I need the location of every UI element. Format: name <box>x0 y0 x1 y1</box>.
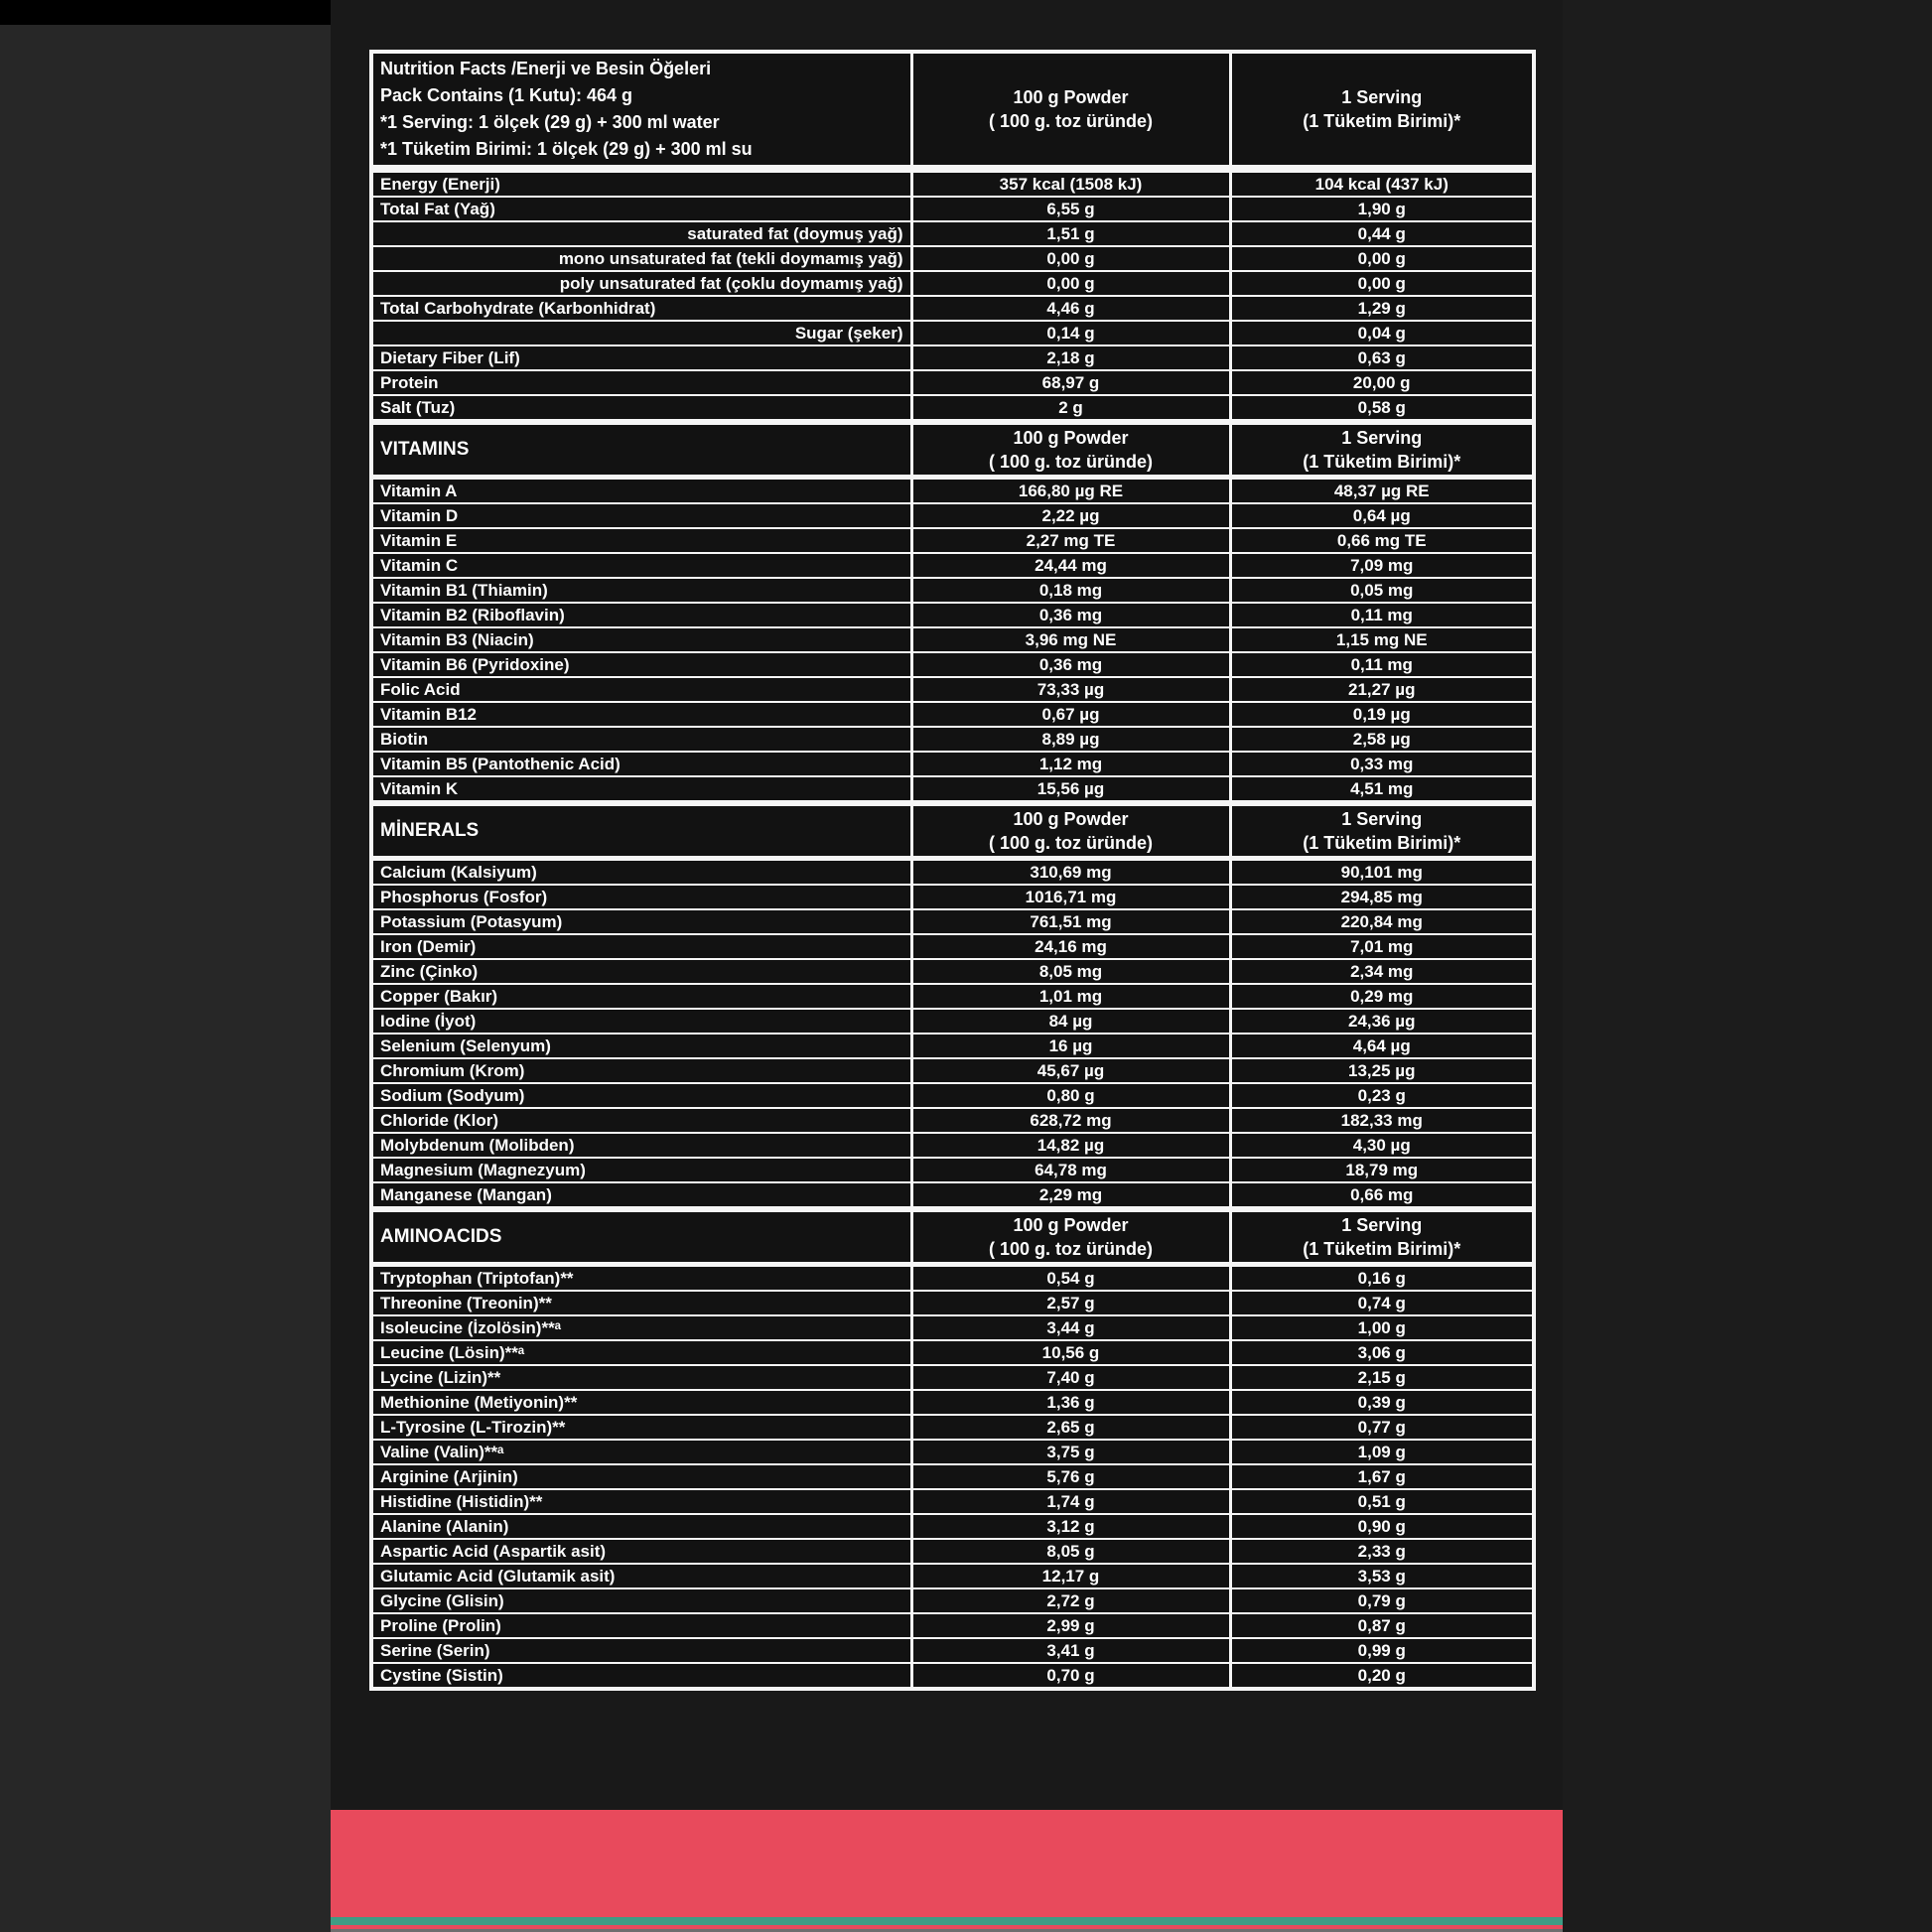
value-per-serving: 0,66 mg TE <box>1230 528 1534 553</box>
value-per-100g: 0,14 g <box>911 321 1230 345</box>
value-per-serving: 0,11 mg <box>1230 652 1534 677</box>
value-per-100g: 16 µg <box>911 1034 1230 1058</box>
nutrient-label: Potassium (Potasyum) <box>371 909 911 934</box>
header-line: 1 Serving <box>1341 428 1423 448</box>
nutrient-label: Lycine (Lizin)** <box>371 1365 911 1390</box>
nutrient-label: poly unsaturated fat (çoklu doymamış yağ) <box>371 271 911 296</box>
table-row <box>371 909 1534 934</box>
value-per-100g: 0,67 µg <box>911 702 1230 727</box>
nutrient-label: Vitamin B1 (Thiamin) <box>371 578 911 603</box>
nutrient-label: Vitamin B2 (Riboflavin) <box>371 603 911 627</box>
value-per-serving: 2,34 mg <box>1230 959 1534 984</box>
nutrient-label: Vitamin K <box>371 776 911 803</box>
table-row <box>371 246 1534 271</box>
value-per-100g: 628,72 mg <box>911 1108 1230 1133</box>
nutrient-label: Vitamin B12 <box>371 702 911 727</box>
table-row <box>371 652 1534 677</box>
table-row <box>371 1340 1534 1365</box>
value-per-serving: 20,00 g <box>1230 370 1534 395</box>
value-per-100g: 2,29 mg <box>911 1182 1230 1209</box>
nutrient-label: Tryptophan (Triptofan)** <box>371 1265 911 1292</box>
nutrient-label: Chromium (Krom) <box>371 1058 911 1083</box>
value-per-serving: 0,87 g <box>1230 1613 1534 1638</box>
value-per-100g: 3,96 mg NE <box>911 627 1230 652</box>
value-per-100g: 1,51 g <box>911 221 1230 246</box>
nutrient-label: Salt (Tuz) <box>371 395 911 422</box>
nutrient-label: Glutamic Acid (Glutamik asit) <box>371 1564 911 1588</box>
nutrient-label: Proline (Prolin) <box>371 1613 911 1638</box>
value-per-100g: 45,67 µg <box>911 1058 1230 1083</box>
value-per-serving: 3,53 g <box>1230 1564 1534 1588</box>
value-per-100g: 2,65 g <box>911 1415 1230 1440</box>
nutrient-label: Glycine (Glisin) <box>371 1588 911 1613</box>
header-line: 100 g Powder <box>1013 1215 1129 1235</box>
value-per-100g: 1016,71 mg <box>911 885 1230 909</box>
value-per-serving: 4,30 µg <box>1230 1133 1534 1158</box>
value-per-serving: 0,20 g <box>1230 1663 1534 1689</box>
value-per-100g: 2,57 g <box>911 1291 1230 1315</box>
table-row <box>371 1564 1534 1588</box>
table-row <box>371 1489 1534 1514</box>
value-per-100g: 0,00 g <box>911 271 1230 296</box>
value-per-100g: 12,17 g <box>911 1564 1230 1588</box>
header-line: ( 100 g. toz üründe) <box>988 833 1153 853</box>
header-line: (1 Tüketim Birimi)* <box>1303 1239 1461 1259</box>
table-row <box>371 1539 1534 1564</box>
table-row <box>371 578 1534 603</box>
value-per-serving: 7,01 mg <box>1230 934 1534 959</box>
value-per-100g: 1,01 mg <box>911 984 1230 1009</box>
table-row <box>371 984 1534 1009</box>
value-per-100g: 24,44 mg <box>911 553 1230 578</box>
nutrient-label: Alanine (Alanin) <box>371 1514 911 1539</box>
value-per-serving: 4,64 µg <box>1230 1034 1534 1058</box>
value-per-serving: 0,00 g <box>1230 246 1534 271</box>
value-per-100g: 3,75 g <box>911 1440 1230 1464</box>
table-row <box>371 1133 1534 1158</box>
left-margin-strip <box>0 0 331 1932</box>
table-row <box>371 1058 1534 1083</box>
table-row <box>371 1514 1534 1539</box>
header-line: ( 100 g. toz üründe) <box>988 452 1153 472</box>
value-per-100g: 15,56 µg <box>911 776 1230 803</box>
table-row <box>371 503 1534 528</box>
value-per-100g: 24,16 mg <box>911 934 1230 959</box>
value-per-serving: 0,00 g <box>1230 271 1534 296</box>
nutrient-label: Total Fat (Yağ) <box>371 197 911 221</box>
nutrient-label: Isoleucine (İzolösin)**ᵃ <box>371 1315 911 1340</box>
nutrient-label: Calcium (Kalsiyum) <box>371 859 911 886</box>
header-line: Nutrition Facts /Enerji ve Besin Öğeleri <box>380 59 712 78</box>
table-row <box>371 345 1534 370</box>
nutrient-label: Total Carbohydrate (Karbonhidrat) <box>371 296 911 321</box>
table-row <box>371 1415 1534 1440</box>
value-per-100g: 2 g <box>911 395 1230 422</box>
table-row <box>371 1291 1534 1315</box>
value-per-100g: 5,76 g <box>911 1464 1230 1489</box>
accent-teal-stripe <box>331 1917 1563 1925</box>
value-per-serving: 0,79 g <box>1230 1588 1534 1613</box>
col-header-serving <box>1230 422 1534 478</box>
header-line: 100 g Powder <box>1013 87 1129 107</box>
table-row <box>371 603 1534 627</box>
section-title-cell: AMINOACIDS <box>371 1209 911 1265</box>
col-header-serving <box>1230 52 1534 169</box>
nutrient-label: Vitamin D <box>371 503 911 528</box>
col-header-serving <box>1230 803 1534 859</box>
table-row <box>371 859 1534 886</box>
table-row <box>371 395 1534 422</box>
value-per-100g: 2,72 g <box>911 1588 1230 1613</box>
col-header-100g <box>911 52 1230 169</box>
value-per-serving: 18,79 mg <box>1230 1158 1534 1182</box>
value-per-100g: 4,46 g <box>911 296 1230 321</box>
value-per-100g: 761,51 mg <box>911 909 1230 934</box>
section-header-row <box>371 803 1534 859</box>
table-row <box>371 1365 1534 1390</box>
nutrient-label: Methionine (Metiyonin)** <box>371 1390 911 1415</box>
value-per-100g: 7,40 g <box>911 1365 1230 1390</box>
nutrient-label: L-Tyrosine (L-Tirozin)** <box>371 1415 911 1440</box>
table-row <box>371 1588 1534 1613</box>
nutrient-label: saturated fat (doymuş yağ) <box>371 221 911 246</box>
value-per-serving: 2,15 g <box>1230 1365 1534 1390</box>
table-row <box>371 776 1534 803</box>
header-line: 1 Serving <box>1341 87 1423 107</box>
bottom-accent-bar <box>331 1810 1563 1932</box>
nutrition-facts-table <box>369 50 1536 1691</box>
nutrient-label: Iodine (İyot) <box>371 1009 911 1034</box>
value-per-serving: 0,63 g <box>1230 345 1534 370</box>
value-per-100g: 0,36 mg <box>911 603 1230 627</box>
value-per-100g: 357 kcal (1508 kJ) <box>911 169 1230 197</box>
value-per-serving: 0,44 g <box>1230 221 1534 246</box>
table-row <box>371 1315 1534 1340</box>
value-per-100g: 73,33 µg <box>911 677 1230 702</box>
value-per-serving: 2,33 g <box>1230 1539 1534 1564</box>
nutrient-label: Zinc (Çinko) <box>371 959 911 984</box>
table-row <box>371 727 1534 752</box>
nutrient-label: Arginine (Arjinin) <box>371 1464 911 1489</box>
col-header-100g <box>911 803 1230 859</box>
value-per-100g: 0,80 g <box>911 1083 1230 1108</box>
value-per-serving: 0,23 g <box>1230 1083 1534 1108</box>
nutrient-label: Energy (Enerji) <box>371 169 911 197</box>
nutrient-label: Chloride (Klor) <box>371 1108 911 1133</box>
value-per-100g: 3,44 g <box>911 1315 1230 1340</box>
nutrient-label: Dietary Fiber (Lif) <box>371 345 911 370</box>
nutrient-label: Histidine (Histidin)** <box>371 1489 911 1514</box>
table-row <box>371 885 1534 909</box>
value-per-serving: 0,58 g <box>1230 395 1534 422</box>
value-per-100g: 0,36 mg <box>911 652 1230 677</box>
table-row <box>371 1663 1534 1689</box>
value-per-100g: 14,82 µg <box>911 1133 1230 1158</box>
header-line: 1 Serving <box>1341 1215 1423 1235</box>
table-row <box>371 627 1534 652</box>
header-line: ( 100 g. toz üründe) <box>988 1239 1153 1259</box>
col-header-100g <box>911 1209 1230 1265</box>
header-line: (1 Tüketim Birimi)* <box>1303 452 1461 472</box>
table-row <box>371 702 1534 727</box>
value-per-serving: 0,11 mg <box>1230 603 1534 627</box>
header-line: 1 Serving <box>1341 809 1423 829</box>
col-header-serving <box>1230 1209 1534 1265</box>
value-per-100g: 84 µg <box>911 1009 1230 1034</box>
value-per-serving: 0,16 g <box>1230 1265 1534 1292</box>
table-header-row <box>371 52 1534 169</box>
value-per-serving: 220,84 mg <box>1230 909 1534 934</box>
value-per-100g: 1,36 g <box>911 1390 1230 1415</box>
nutrient-label: Copper (Bakır) <box>371 984 911 1009</box>
nutrient-label: Vitamin E <box>371 528 911 553</box>
header-line: Pack Contains (1 Kutu): 464 g <box>380 85 633 105</box>
value-per-serving: 0,39 g <box>1230 1390 1534 1415</box>
table-row <box>371 370 1534 395</box>
value-per-serving: 182,33 mg <box>1230 1108 1534 1133</box>
value-per-serving: 1,67 g <box>1230 1464 1534 1489</box>
table-row <box>371 1108 1534 1133</box>
table-row <box>371 528 1534 553</box>
value-per-serving: 0,05 mg <box>1230 578 1534 603</box>
value-per-100g: 166,80 µg RE <box>911 478 1230 504</box>
value-per-serving: 7,09 mg <box>1230 553 1534 578</box>
table-row <box>371 1034 1534 1058</box>
value-per-100g: 8,05 g <box>911 1539 1230 1564</box>
value-per-serving: 0,04 g <box>1230 321 1534 345</box>
nutrient-label: Magnesium (Magnezyum) <box>371 1158 911 1182</box>
value-per-100g: 3,12 g <box>911 1514 1230 1539</box>
table-row <box>371 296 1534 321</box>
nutrient-label: Protein <box>371 370 911 395</box>
value-per-serving: 0,33 mg <box>1230 752 1534 776</box>
value-per-100g: 0,54 g <box>911 1265 1230 1292</box>
nutrient-label: Biotin <box>371 727 911 752</box>
nutrient-label: Phosphorus (Fosfor) <box>371 885 911 909</box>
value-per-serving: 0,19 µg <box>1230 702 1534 727</box>
nutrient-label: Folic Acid <box>371 677 911 702</box>
nutrient-label: Vitamin B6 (Pyridoxine) <box>371 652 911 677</box>
table-row <box>371 1613 1534 1638</box>
value-per-100g: 1,12 mg <box>911 752 1230 776</box>
value-per-serving: 0,29 mg <box>1230 984 1534 1009</box>
nutrient-label: Molybdenum (Molibden) <box>371 1133 911 1158</box>
value-per-serving: 2,58 µg <box>1230 727 1534 752</box>
value-per-serving: 1,09 g <box>1230 1440 1534 1464</box>
table-row <box>371 1440 1534 1464</box>
section-title-cell: VITAMINS <box>371 422 911 478</box>
value-per-100g: 0,70 g <box>911 1663 1230 1689</box>
header-line: (1 Tüketim Birimi)* <box>1303 833 1461 853</box>
header-line: *1 Tüketim Birimi: 1 ölçek (29 g) + 300 ml su <box>380 139 753 159</box>
value-per-serving: 4,51 mg <box>1230 776 1534 803</box>
table-row <box>371 959 1534 984</box>
header-line: *1 Serving: 1 ölçek (29 g) + 300 ml water <box>380 112 720 132</box>
value-per-serving: 0,77 g <box>1230 1415 1534 1440</box>
header-line: 100 g Powder <box>1013 809 1129 829</box>
table-row <box>371 1390 1534 1415</box>
value-per-serving: 3,06 g <box>1230 1340 1534 1365</box>
header-line: (1 Tüketim Birimi)* <box>1303 111 1461 131</box>
value-per-100g: 2,22 µg <box>911 503 1230 528</box>
value-per-100g: 8,89 µg <box>911 727 1230 752</box>
nutrient-label: Iron (Demir) <box>371 934 911 959</box>
nutrient-label: Vitamin B5 (Pantothenic Acid) <box>371 752 911 776</box>
value-per-serving: 104 kcal (437 kJ) <box>1230 169 1534 197</box>
nutrient-label: Sodium (Sodyum) <box>371 1083 911 1108</box>
value-per-100g: 2,99 g <box>911 1613 1230 1638</box>
nutrient-label: Selenium (Selenyum) <box>371 1034 911 1058</box>
value-per-100g: 6,55 g <box>911 197 1230 221</box>
table-row <box>371 169 1534 197</box>
nutrient-label: Vitamin C <box>371 553 911 578</box>
nutrient-label: Vitamin B3 (Niacin) <box>371 627 911 652</box>
value-per-serving: 1,29 g <box>1230 296 1534 321</box>
value-per-100g: 68,97 g <box>911 370 1230 395</box>
value-per-100g: 2,27 mg TE <box>911 528 1230 553</box>
table-row <box>371 1638 1534 1663</box>
value-per-100g: 2,18 g <box>911 345 1230 370</box>
nutrient-label: Threonine (Treonin)** <box>371 1291 911 1315</box>
table-row <box>371 677 1534 702</box>
value-per-serving: 0,74 g <box>1230 1291 1534 1315</box>
nutrient-label: Leucine (Lösin)**ᵃ <box>371 1340 911 1365</box>
table-row <box>371 553 1534 578</box>
value-per-100g: 0,18 mg <box>911 578 1230 603</box>
value-per-serving: 0,64 µg <box>1230 503 1534 528</box>
table-row <box>371 934 1534 959</box>
nutrient-label: mono unsaturated fat (tekli doymamış yağ) <box>371 246 911 271</box>
value-per-serving: 13,25 µg <box>1230 1058 1534 1083</box>
col-header-100g <box>911 422 1230 478</box>
value-per-100g: 310,69 mg <box>911 859 1230 886</box>
value-per-100g: 10,56 g <box>911 1340 1230 1365</box>
nutrient-label: Valine (Valin)**ᵃ <box>371 1440 911 1464</box>
value-per-serving: 21,27 µg <box>1230 677 1534 702</box>
header-line: ( 100 g. toz üründe) <box>988 111 1153 131</box>
value-per-100g: 3,41 g <box>911 1638 1230 1663</box>
nutrient-label: Sugar (şeker) <box>371 321 911 345</box>
value-per-100g: 0,00 g <box>911 246 1230 271</box>
table-row <box>371 1464 1534 1489</box>
table-title-cell <box>371 52 911 169</box>
value-per-100g: 64,78 mg <box>911 1158 1230 1182</box>
table-row <box>371 1009 1534 1034</box>
table-row <box>371 1083 1534 1108</box>
table-row <box>371 271 1534 296</box>
table-row <box>371 221 1534 246</box>
section-header-row <box>371 422 1534 478</box>
nutrient-label: Manganese (Mangan) <box>371 1182 911 1209</box>
table-row <box>371 321 1534 345</box>
table-row <box>371 1265 1534 1292</box>
table-row <box>371 752 1534 776</box>
value-per-serving: 1,90 g <box>1230 197 1534 221</box>
value-per-serving: 0,66 mg <box>1230 1182 1534 1209</box>
top-left-black-block <box>0 0 331 25</box>
value-per-serving: 90,101 mg <box>1230 859 1534 886</box>
section-header-row <box>371 1209 1534 1265</box>
nutrient-label: Vitamin A <box>371 478 911 504</box>
value-per-serving: 24,36 µg <box>1230 1009 1534 1034</box>
label-panel <box>331 0 1563 1932</box>
value-per-serving: 0,99 g <box>1230 1638 1534 1663</box>
value-per-serving: 0,51 g <box>1230 1489 1534 1514</box>
header-line: 100 g Powder <box>1013 428 1129 448</box>
value-per-serving: 0,90 g <box>1230 1514 1534 1539</box>
value-per-100g: 1,74 g <box>911 1489 1230 1514</box>
value-per-serving: 1,00 g <box>1230 1315 1534 1340</box>
value-per-serving: 294,85 mg <box>1230 885 1534 909</box>
value-per-serving: 1,15 mg NE <box>1230 627 1534 652</box>
table-row <box>371 478 1534 504</box>
table-row <box>371 197 1534 221</box>
nutrient-label: Aspartic Acid (Aspartik asit) <box>371 1539 911 1564</box>
table-row <box>371 1158 1534 1182</box>
nutrient-label: Cystine (Sistin) <box>371 1663 911 1689</box>
value-per-serving: 48,37 µg RE <box>1230 478 1534 504</box>
table-row <box>371 1182 1534 1209</box>
value-per-100g: 8,05 mg <box>911 959 1230 984</box>
section-title-cell: MİNERALS <box>371 803 911 859</box>
nutrient-label: Serine (Serin) <box>371 1638 911 1663</box>
